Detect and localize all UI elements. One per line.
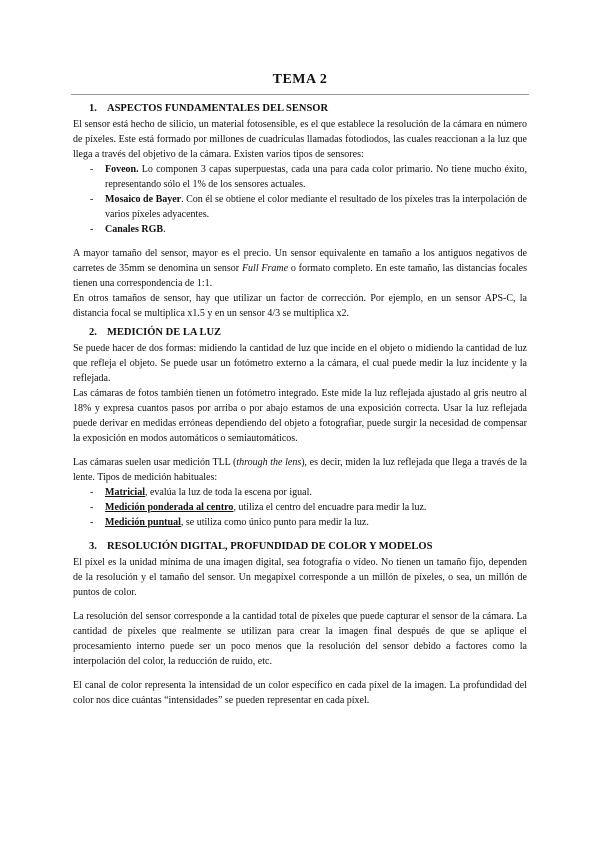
list-item (73, 222, 527, 237)
section-1-heading (73, 101, 527, 116)
paragraph (73, 246, 527, 291)
list-term: Medición ponderada al centro (105, 502, 234, 513)
list-text: . (163, 224, 166, 235)
section-number: 2. (89, 327, 97, 338)
list-text: Lo componen 3 capas superpuestas, cada una para cada color primario. No tiene mucho éxito, representando sólo el 1% de los sensores actuales. (105, 164, 527, 190)
list-text: . Con él se obtiene el color mediante el resultado de los píxeles tras la interpolación de varios píxeles adyacentes. (105, 194, 528, 220)
title-divider (71, 94, 529, 95)
text-run: ), es decir, miden la luz reflejada que llega a través de la lente. Tipos de medición habituales: (73, 457, 527, 483)
list-term: Canales RGB (105, 224, 164, 235)
text-run: o formato completo. En este tamaño, las distancias focales tienen una correspondencia de 1:1. (73, 263, 527, 289)
page-title: TEMA 2 (272, 72, 328, 87)
list-text: , utiliza el centro del encuadre para medir la luz. (233, 502, 427, 513)
text-run: A mayor tamaño del sensor, mayor es el precio. Un sensor equivalente en tamaño a los antiguos negativos de carretes de 35mm se denomina un sensor (73, 248, 527, 274)
list-term: Matricial (105, 487, 145, 498)
list-text: , se utiliza como único punto para medir la luz. (180, 517, 369, 528)
section-3-heading (73, 539, 527, 554)
section-2-heading (73, 325, 527, 340)
text-run: Las cámaras suelen usar medición TLL ( (73, 457, 237, 468)
section-title: MEDICIÓN DE LA LUZ (107, 327, 222, 338)
paragraph: El sensor está hecho de silicio, un material fotosensible, es el que establece la resolución de la cámara en número de píxeles. Este está formado por millones de cuadrículas llamadas fotodiodos, las cuales reaccionan a la luz que llega a través del objetivo de la cámara. Existen varios tipos de sensores: (73, 119, 527, 160)
document-page (73, 70, 527, 708)
paragraph: Las cámaras de fotos también tienen un fotómetro integrado. Este mide la luz reflejada ajustado al gris neutro al 18% y expresa cuantos pasos por arriba o por abajo estamos de una exposición correcta. Usar la luz reflejada puede derivar en medidas erróneas dependiendo del objeto a fotografiar, puede surgir la necesidad de compensar la exposición en modos automáticos o semiautomáticos. (73, 388, 527, 444)
list-item (73, 500, 527, 515)
list-item (73, 162, 527, 192)
list-term: Mosaico de Bayer (105, 194, 182, 205)
paragraph: La resolución del sensor corresponde a la cantidad total de píxeles que puede capturar el sensor de la cámara. La cantidad de píxeles que realmente se utilizan para crear la imagen final después de que se aplique el procesamiento interno puede ser un poco menos que la resolución del sensor debido a factores como la interpolación del color, la reducción de ruido, etc. (73, 611, 527, 667)
list-item (73, 485, 527, 500)
list-text: , evalúa la luz de toda la escena por igual. (144, 487, 312, 498)
emphasis: Full Frame (241, 263, 289, 274)
emphasis: through the lens (236, 457, 302, 468)
section-number: 1. (89, 103, 97, 114)
list-term: Foveon. (105, 164, 139, 175)
list-item (73, 192, 527, 222)
metering-types-list (73, 485, 527, 530)
paragraph: El canal de color representa la intensidad de un color específico en cada píxel de la imagen. La profundidad del color nos dice cuántas “intensidades” se pueden representar en cada píxel. (73, 680, 527, 706)
sensor-types-list (73, 162, 527, 237)
list-item (73, 515, 527, 530)
paragraph: El píxel es la unidad mínima de una imagen digital, sea fotografía o vídeo. No tienen un tamaño fijo, dependen de la resolución y el tamaño del sensor. Un megapíxel corresponde a un millón de píxeles, o sea, un millón de puntos de color. (73, 557, 527, 598)
section-title: RESOLUCIÓN DIGITAL, PROFUNDIDAD DE COLOR Y MODELOS (107, 541, 433, 552)
section-title: ASPECTOS FUNDAMENTALES DEL SENSOR (107, 103, 329, 114)
paragraph (73, 455, 527, 485)
paragraph: En otros tamaños de sensor, hay que utilizar un factor de corrección. Por ejemplo, en un sensor APS-C, la distancia focal se multiplica x1.5 y en un sensor 4/3 se multiplica x2. (73, 293, 527, 319)
paragraph: Se puede hacer de dos formas: midiendo la cantidad de luz que incide en el objeto o midiendo la cantidad de luz que refleja el objeto. Se puede usar un fotómetro externo a la cámara, el cual puede medir la luz incidente y la reflejada. (73, 343, 527, 384)
section-number: 3. (89, 541, 97, 552)
list-term: Medición puntual (105, 517, 181, 528)
